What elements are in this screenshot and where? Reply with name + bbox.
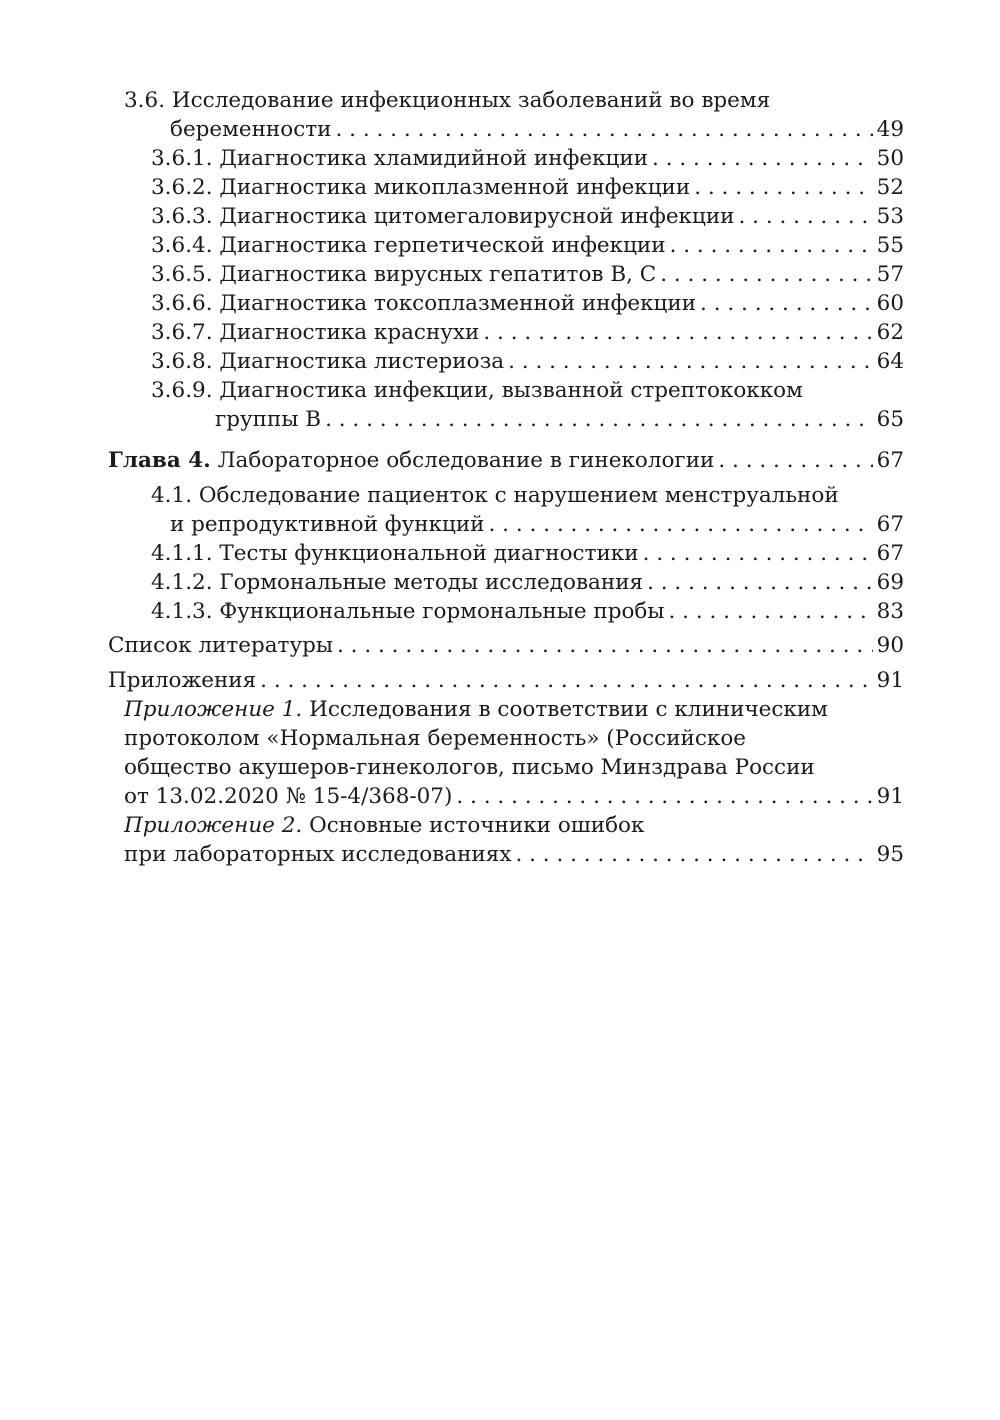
appendix-label: Приложение 1. — [124, 697, 303, 722]
toc-entry-3-6-2[interactable] — [151, 173, 904, 202]
dot-leader — [489, 510, 873, 539]
toc-entry-text: 3.6.9. Диагностика инфекции, вызванной стрептококком — [151, 378, 803, 403]
toc-appendix-1[interactable] — [124, 695, 904, 724]
dot-leader — [670, 231, 873, 260]
toc-entry-text: 3.6.1. Диагностика хламидийной инфекции — [151, 146, 649, 171]
page-number: 52 — [876, 175, 904, 200]
page-number: 49 — [876, 117, 904, 142]
page-number: 60 — [876, 291, 904, 316]
dot-leader — [647, 568, 873, 597]
toc-entry-3-6-1[interactable] — [151, 144, 904, 173]
toc-entry-text: Список литературы — [108, 633, 333, 658]
toc-entry-text: 3.6. Исследование инфекционных заболеваний во время — [124, 88, 771, 113]
page-number: 67 — [876, 541, 904, 566]
toc-entry-text — [124, 695, 828, 724]
toc-appendix-1-cont[interactable] — [124, 724, 904, 753]
page-number: 91 — [876, 668, 904, 693]
page-number: 55 — [876, 233, 904, 258]
dot-leader — [643, 539, 873, 568]
dot-leader — [483, 318, 872, 347]
toc-entry-3-6-6[interactable] — [151, 289, 904, 318]
toc-references[interactable] — [108, 631, 904, 660]
dot-leader — [335, 115, 872, 144]
page-number: 65 — [876, 407, 904, 432]
page-number: 83 — [876, 599, 904, 624]
toc-entry-text: общество акушеров-гинекологов, письмо Минздрава России — [124, 755, 815, 780]
dot-leader — [694, 173, 872, 202]
toc-entry-3-6-4[interactable] — [151, 231, 904, 260]
toc-entry-text: 3.6.2. Диагностика микоплазменной инфекции — [151, 175, 691, 200]
toc-entry-text: 4.1.1. Тесты функциональной диагностики — [151, 541, 639, 566]
appendix-title: Основные источники ошибок — [302, 813, 645, 838]
toc-entry-text: Приложения — [108, 668, 257, 693]
page-number: 91 — [876, 784, 904, 809]
toc-entry-3-6-3[interactable] — [151, 202, 904, 231]
toc-appendix-2[interactable] — [124, 811, 904, 840]
toc-entry-4-1-2[interactable] — [151, 568, 904, 597]
page-number: 67 — [876, 448, 904, 473]
toc-entry-4-1-3[interactable] — [151, 597, 904, 626]
chapter-title: Лабораторное обследование в гинекологии — [210, 448, 715, 473]
page-number: 64 — [876, 349, 904, 374]
page-number: 62 — [876, 320, 904, 345]
toc-entry-text: 3.6.5. Диагностика вирусных гепатитов В, С — [151, 262, 657, 287]
toc-entry-3-6-9[interactable] — [151, 376, 904, 405]
toc-entry-text: 4.1. Обследование пациенток с нарушением менструальной — [151, 483, 839, 508]
dot-leader — [515, 840, 872, 869]
toc-entry-text: беременности — [170, 117, 332, 142]
toc-entry-3-6-7[interactable] — [151, 318, 904, 347]
dot-leader — [652, 144, 873, 173]
toc-entry-text: 3.6.7. Диагностика краснухи — [151, 320, 480, 345]
page-number: 90 — [876, 633, 904, 658]
chapter-label: Глава 4. — [108, 448, 211, 473]
toc-entry-4-1[interactable] — [151, 481, 904, 510]
page-number: 67 — [876, 512, 904, 537]
page-number: 53 — [876, 204, 904, 229]
dot-leader — [660, 260, 872, 289]
dot-leader — [456, 782, 872, 811]
dot-leader — [738, 202, 872, 231]
toc-entry-3-6-cont[interactable] — [170, 115, 904, 144]
dot-leader — [325, 405, 873, 434]
toc-entry-3-6-9-cont[interactable] — [215, 405, 904, 434]
toc-appendix-2-cont[interactable] — [124, 840, 904, 869]
page-number: 95 — [876, 842, 904, 867]
page-number: 50 — [876, 146, 904, 171]
toc-entry-text: 4.1.3. Функциональные гормональные пробы — [151, 599, 665, 624]
dot-leader — [669, 597, 873, 626]
toc-entry-text — [108, 446, 714, 475]
toc-entry-text: 3.6.4. Диагностика герпетической инфекции — [151, 233, 666, 258]
toc-entry-text: 4.1.2. Гормональные методы исследования — [151, 570, 644, 595]
toc-appendices[interactable] — [108, 666, 904, 695]
dot-leader — [718, 446, 872, 475]
toc-entry-text: при лабораторных исследованиях — [124, 842, 512, 867]
toc-entry-4-1-1[interactable] — [151, 539, 904, 568]
appendix-label: Приложение 2. — [124, 813, 303, 838]
toc-appendix-1-cont[interactable] — [124, 782, 904, 811]
dot-leader — [260, 666, 872, 695]
page-number: 57 — [876, 262, 904, 287]
toc-entry-3-6-5[interactable] — [151, 260, 904, 289]
toc-entry-text: 3.6.8. Диагностика листериоза — [151, 349, 505, 374]
toc-entry-3-6-8[interactable] — [151, 347, 904, 376]
toc-entry-text: группы В — [215, 407, 322, 432]
dot-leader — [700, 289, 873, 318]
dot-leader — [337, 631, 873, 660]
toc-entry-text: 3.6.6. Диагностика токсоплазменной инфекции — [151, 291, 697, 316]
toc-entry-text: и репродуктивной функций — [170, 512, 485, 537]
toc-entry-text: протоколом «Нормальная беременность» (Российское — [124, 726, 746, 751]
toc-entry-text: 3.6.3. Диагностика цитомегаловирусной инфекции — [151, 204, 735, 229]
toc-chapter-4[interactable] — [108, 446, 904, 475]
toc-entry-3-6[interactable] — [124, 86, 904, 115]
page-number: 69 — [876, 570, 904, 595]
toc-entry-4-1-cont[interactable] — [170, 510, 904, 539]
dot-leader — [508, 347, 873, 376]
toc-entry-text — [124, 811, 644, 840]
toc-appendix-1-cont[interactable] — [124, 753, 904, 782]
toc-entry-text: от 13.02.2020 № 15-4/368-07) — [124, 784, 453, 809]
appendix-title: Исследования в соответствии с клиническим — [302, 697, 828, 722]
